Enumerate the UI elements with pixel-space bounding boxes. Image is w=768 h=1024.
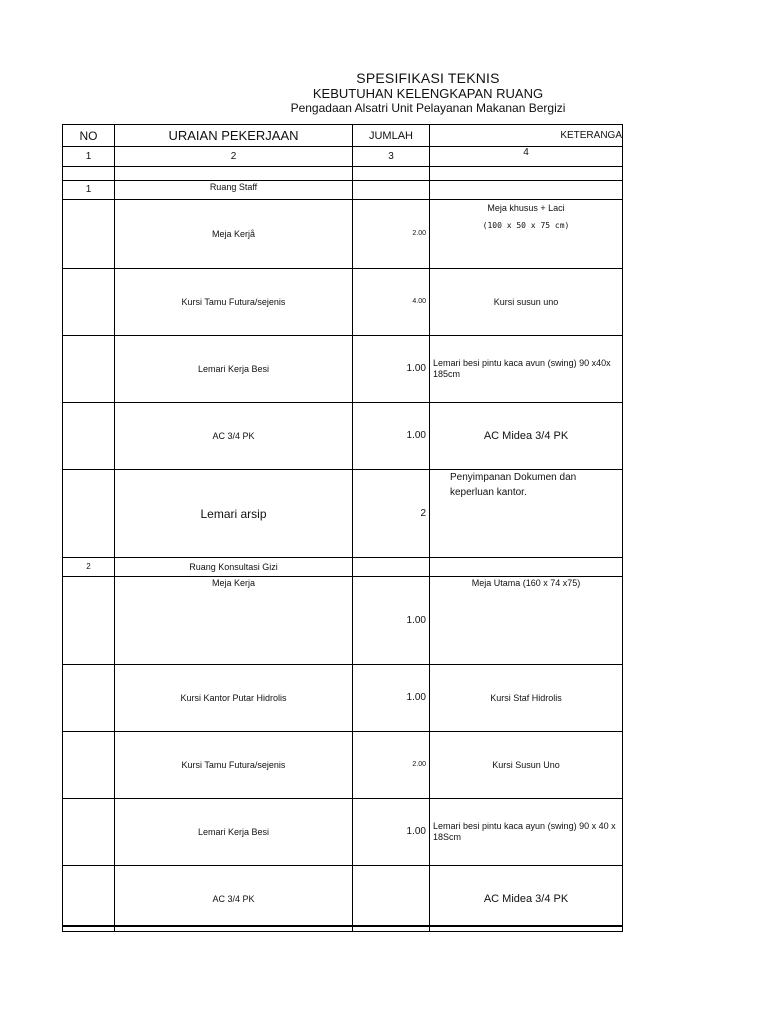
document-subtitle: KEBUTUHAN KELENGKAPAN RUANG	[312, 86, 544, 101]
section-number: 2	[63, 558, 115, 577]
document-title: SPESIFIKASI TEKNIS	[356, 70, 500, 86]
table-row	[63, 577, 623, 665]
item-jumlah: 1.00	[353, 336, 430, 403]
spacer-row	[63, 167, 623, 181]
column-number-row	[63, 147, 623, 167]
item-keterangan: AC Midea 3/4 PK	[430, 403, 623, 470]
table-row	[63, 799, 623, 866]
header-jumlah: JUMLAH	[353, 125, 430, 147]
item-keterangan: Kursi Susun Uno	[430, 732, 623, 799]
table-row	[63, 403, 623, 470]
section-row	[63, 181, 623, 200]
section-name: Ruang Konsultasi Gizi	[115, 558, 353, 577]
table-row	[63, 866, 623, 932]
item-jumlah: 1.00	[353, 799, 430, 866]
item-jumlah: 1.00	[353, 577, 430, 665]
column-number: 3	[353, 147, 430, 167]
table-row	[63, 336, 623, 403]
item-uraian: Lemari Kerja Besi	[115, 799, 353, 866]
spec-table	[62, 124, 623, 932]
item-uraian: Meja Kerja	[115, 577, 353, 665]
item-uraian: AC 3/4 PK	[115, 403, 353, 470]
section-row	[63, 558, 623, 577]
item-jumlah	[353, 866, 430, 932]
item-jumlah: 2.00	[353, 732, 430, 799]
item-jumlah: 4.00	[353, 269, 430, 336]
table-row	[63, 470, 623, 558]
item-keterangan: Lemari besi pintu kaca avun (swing) 90 x40x 185cm	[430, 336, 623, 403]
section-number: 1	[63, 181, 115, 200]
table-bottom-border	[62, 925, 623, 927]
header-uraian: URAIAN PEKERJAAN	[115, 125, 353, 147]
item-keterangan-text: Penyimpanan Dokumen dan keperluan kantor.	[450, 472, 577, 498]
item-keterangan: Kursi susun uno	[430, 269, 623, 336]
item-jumlah: 2.00	[353, 200, 430, 269]
item-keterangan: Kursi Staf Hidrolis	[430, 665, 623, 732]
header-keterangan: KETERANGA	[430, 125, 623, 147]
item-uraian: AC 3/4 PK	[115, 866, 353, 932]
table-row	[63, 200, 623, 269]
item-uraian: Kursi Kantor Putar Hidrolis	[115, 665, 353, 732]
item-uraian: Meja Kerjå	[115, 200, 353, 269]
item-keterangan-text: Meja khusus + Laci	[487, 203, 565, 213]
project-name: Pengadaan Alsatri Unit Pelayanan Makanan Bergizi	[290, 101, 566, 115]
item-jumlah: 1.00	[353, 665, 430, 732]
column-number: 2	[115, 147, 353, 167]
item-uraian: Lemari Kerja Besi	[115, 336, 353, 403]
item-uraian: Kursi Tamu Futura/sejenis	[115, 732, 353, 799]
item-keterangan: AC Midea 3/4 PK	[430, 866, 623, 932]
item-jumlah: 1.00	[353, 403, 430, 470]
column-number: 4	[430, 147, 623, 167]
item-uraian: Lemari arsip	[115, 470, 353, 558]
item-uraian: Kursi Tamu Futura/sejenis	[115, 269, 353, 336]
item-jumlah: 2	[353, 470, 430, 558]
item-keterangan: Lemari besi pintu kaca ayun (swing) 90 x 40 x 18Scm	[430, 799, 623, 866]
header-no: NO	[63, 125, 115, 147]
section-name: Ruang Staff	[115, 181, 353, 200]
item-keterangan: Meja Utama (160 x 74 x75)	[430, 577, 623, 665]
item-keterangan	[430, 200, 623, 269]
table-row	[63, 269, 623, 336]
item-dimension: (100 x 50 x 75 cm)	[482, 221, 570, 230]
column-number: 1	[63, 147, 115, 167]
table-header-row	[63, 125, 623, 147]
table-row	[63, 665, 623, 732]
table-row	[63, 732, 623, 799]
item-keterangan	[430, 470, 623, 558]
